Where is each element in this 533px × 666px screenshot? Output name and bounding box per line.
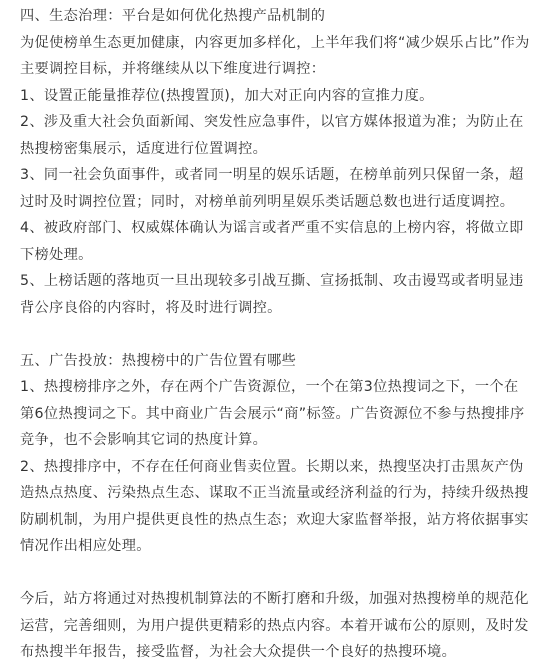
list-item: 3、同一社会负面事件，或者同一明星的娱乐话题，在榜单前列只保留一条，超过时及时调控位置；同时，对榜单前列明星娱乐类话题总数也进行适度调控。 <box>20 167 524 210</box>
list-item: 2、涉及重大社会负面新闻、突发性应急事件，以官方媒体报道为准；为防止在热搜榜密集展示，适度进行位置调控。 <box>20 114 524 157</box>
section-heading-ecology: 四、生态治理：平台是如何优化热搜产品机制的 <box>20 8 326 24</box>
paragraph-gap <box>20 321 533 348</box>
list-item: 2、热搜排序中，不存在任何商业售卖位置。长期以来，热搜坚决打击黑灰产伪造热点热度、污染热点生态、谋取不正当流量或经济利益的行为，持续升级热搜防刷机制，为用户提供更良性的热点生态；欢迎大家监督举报，站方将依据事实情况作出相应处理。 <box>20 458 529 554</box>
paragraph-gap <box>20 560 533 587</box>
section-heading-ads: 五、广告投放：热搜榜中的广告位置有哪些 <box>20 352 297 369</box>
closing-paragraph: 今后，站方将通过对热搜机制算法的不断打磨和升级，加强对热搜榜单的规范化运营，完善细则，为用户提供更精彩的热点内容。本着开诚布公的原则，及时发布热搜半年报告，接受监督，为社会大众提供一个良好的热搜环境。 <box>20 591 529 660</box>
section-intro-ecology: 为促使榜单生态更加健康，内容更加多样化，上半年我们将“减少娱乐占比”作为主要调控目标，并将继续从以下维度进行调控： <box>20 34 530 77</box>
list-item: 5、上榜话题的落地页一旦出现较多引战互撕、宣扬抵制、攻击谩骂或者明显违背公序良俗的内容时，将及时进行调控。 <box>20 273 524 316</box>
list-item: 4、被政府部门、权威媒体确认为谣言或者严重不实信息的上榜内容，将做立即下榜处理。 <box>20 220 524 263</box>
list-item: 1、设置正能量推荐位(热搜置顶)，加大对正向内容的宣推力度。 <box>20 87 434 104</box>
list-item: 1、热搜榜排序之外，存在两个广告资源位，一个在第3位热搜词之下，一个在第6位热搜词之下。其中商业广告会展示“商”标签。广告资源位不参与热搜排序竞争，也不会影响其它词的热度计算。 <box>20 379 525 448</box>
